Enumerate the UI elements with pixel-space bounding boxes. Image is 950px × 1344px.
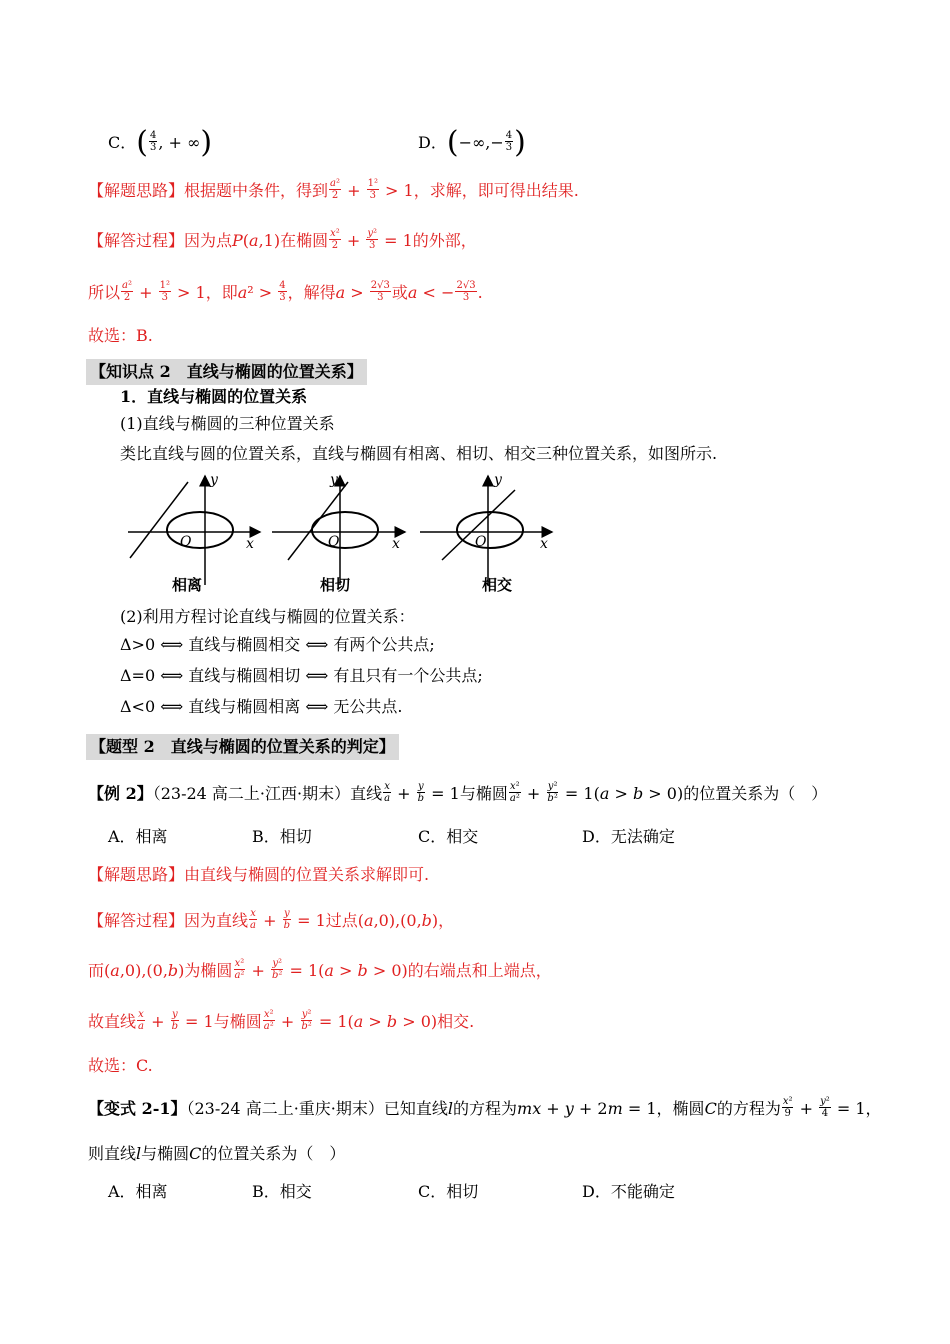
rule-cond: Δ<0	[120, 697, 156, 716]
example2-tag: 【例 2】	[88, 784, 153, 803]
variant-option-c: C．相切	[418, 1182, 479, 1201]
option-d: D．(−∞,− $\frac{4}{3}$ )	[418, 125, 526, 160]
example2-line3: 故直线 $\frac{x}{a}$ + $\frac{y}{b}$ = 1与椭圆 $\frac{\text{x²}}{\text{a²}}$ + $\frac{\text{y²}}{\text{b²}}$ = 1(a > b > 0)相交.	[88, 1009, 475, 1032]
variant-t1: 的方程为	[453, 1099, 518, 1118]
knowledge-sub1-2: (2)利用方程讨论直线与椭圆的位置关系：	[120, 607, 415, 626]
line2-mid: ，即	[205, 283, 238, 302]
figure-separate	[128, 472, 260, 585]
q1-line2: 所以 $\frac{\text{a²}}{2}$ + $\frac{\text{1²}}{3}$ > 1，即a² > $\frac{4}{3}$ ，解得a > $\frac{2√3}{3}$ 或a < − $\frac{2√3}{3}$ .	[88, 280, 483, 303]
variant-tag: 【变式 2-1】	[88, 1099, 187, 1118]
variant-t2: ，椭圆	[656, 1099, 705, 1118]
q1-process: 【解答过程】因为点P(a,1)在椭圆 $\frac{\text{x²}}{2}$ + $\frac{\text{y²}}{3}$ = 1的外部，	[88, 228, 477, 251]
ellipse-line-figure	[120, 470, 560, 600]
variant-source: （23-24 高二上·重庆·期末）已知直线	[186, 1099, 448, 1118]
variant-line2c: 的位置关系为（ ）	[201, 1144, 346, 1163]
svg-text:x: x	[246, 536, 254, 552]
example2-answer: 故选：C.	[88, 1056, 153, 1075]
svg-text:O: O	[328, 534, 340, 550]
idea-text: 由直线与椭圆的位置关系求解即可.	[184, 865, 430, 884]
option-c: C．( $\frac{4}{3}$ , + ∞)	[108, 125, 213, 160]
example2-process: 【解答过程】因为直线 $\frac{x}{a}$ + $\frac{y}{b}$ = 1过点(a,0),(0,b)，	[88, 908, 455, 931]
knowledge-sub1: 1．直线与椭圆的位置关系	[120, 387, 308, 406]
example2-question: 【例 2】（23-24 高二上·江西·期末）直线 $\frac{x}{a}$ + $\frac{y}{b}$ = 1与椭圆 $\frac{\text{x²}}{\text{a²}}$ + $\frac{\text{y²}}{\text{b²}}$ = 1(a > b > 0)的位置关系为（ ）	[88, 781, 828, 804]
knowledge-sub1-1: (1)直线与椭圆的三种位置关系	[120, 414, 335, 433]
figure-label-separate: 相离	[172, 576, 203, 594]
svg-text:O: O	[180, 534, 192, 550]
svg-text:y: y	[210, 472, 218, 488]
process-text1: 因为点	[184, 231, 233, 250]
example2-line2: 而(a,0),(0,b)为椭圆 $\frac{\text{x²}}{\text{a²}}$ + $\frac{\text{y²}}{\text{b²}}$ = 1(a > b > 0)的右端点和上端点，	[88, 958, 552, 981]
example2-option-a: A．相离	[108, 827, 168, 846]
process-text2: 在椭圆	[280, 231, 329, 250]
rule-res: 有且只有一个公共点;	[333, 666, 483, 685]
line2-mid2: ，解得	[287, 283, 336, 302]
process-text2: 过点	[325, 911, 358, 930]
rule-rel: 直线与椭圆相交	[188, 635, 301, 654]
rule-row: Δ=0 ⟺ 直线与椭圆相切 ⟺ 有且只有一个公共点;	[120, 666, 483, 685]
variant-line2: 则直线	[88, 1144, 137, 1163]
line3-mid: 与椭圆	[213, 1012, 262, 1031]
rule-row: Δ>0 ⟺ 直线与椭圆相交 ⟺ 有两个公共点;	[120, 635, 435, 654]
line2-end: 的右端点和上端点，	[407, 961, 552, 980]
rule-rel: 直线与椭圆相切	[188, 666, 301, 685]
example2-source: （23-24 高二上·江西·期末）直线	[152, 784, 383, 803]
rule-row: Δ<0 ⟺ 直线与椭圆相离 ⟺ 无公共点.	[120, 697, 403, 716]
rule-cond: Δ>0	[120, 635, 156, 654]
variant-option-d: D．不能确定	[582, 1182, 675, 1201]
svg-text:x: x	[540, 536, 548, 552]
variant-line2b: 与椭圆	[141, 1144, 190, 1163]
variant2-1-question: 【变式 2-1】（23-24 高二上·重庆·期末）已知直线l的方程为mx + y + 2m = 1，椭圆C的方程为 $\frac{\text{x²}}{9}$ + $\frac{\text{y²}}{4}$ = 1，	[88, 1096, 882, 1119]
line2-or: 或	[391, 283, 408, 302]
example2-option-c: C．相交	[418, 827, 479, 846]
type2-header: 【题型 2 直线与椭圆的位置关系的判定】	[86, 734, 399, 760]
idea-tag: 【解题思路】	[88, 181, 185, 200]
svg-text:O: O	[475, 534, 487, 550]
rule-res: 无公共点.	[333, 697, 403, 716]
q1-answer: 故选：B.	[88, 326, 153, 345]
option-c-label: C．	[108, 133, 137, 152]
variant-option-a: A．相离	[108, 1182, 168, 1201]
knowledge-header: 【知识点 2 直线与椭圆的位置关系】	[86, 359, 367, 385]
process-text3: 的外部，	[412, 231, 477, 250]
process-text1: 因为直线	[184, 911, 249, 930]
process-tag: 【解答过程】	[88, 911, 185, 930]
idea-text: 根据题中条件，得到	[184, 181, 329, 200]
figure-tangent	[272, 472, 405, 585]
figure-label-tangent: 相切	[320, 576, 351, 594]
svg-text:y: y	[494, 472, 502, 488]
example2-idea	[88, 864, 429, 886]
process-tag: 【解答过程】	[88, 231, 185, 250]
rule-rel: 直线与椭圆相离	[188, 697, 301, 716]
variant2-1-line2: 则直线l与椭圆C的位置关系为（ ）	[88, 1144, 346, 1163]
idea-tag: 【解题思路】	[88, 865, 185, 884]
figure-intersect	[420, 472, 552, 585]
rule-cond: Δ=0	[120, 666, 156, 685]
example2-end: 的位置关系为（ ）	[683, 784, 828, 803]
line2-prefix: 而	[88, 961, 105, 980]
q1-idea: 【解题思路】根据题中条件，得到 $\frac{\text{a²}}{2}$ + $\frac{\text{1²}}{3}$ > 1，求解，即可得出结果.	[88, 178, 579, 201]
knowledge-desc: 类比直线与圆的位置关系，直线与椭圆有相离、相切、相交三种位置关系，如图所示.	[120, 444, 718, 463]
variant-option-b: B．相交	[252, 1182, 312, 1201]
idea-text2: ，求解，即可得出结果.	[413, 181, 579, 200]
line2-mid: 为椭圆	[184, 961, 233, 980]
rule-res: 有两个公共点;	[333, 635, 435, 654]
example2-option-b: B．相切	[252, 827, 312, 846]
svg-text:x: x	[392, 536, 400, 552]
line3-end: 相交.	[437, 1012, 475, 1031]
line3-prefix: 故直线	[88, 1012, 137, 1031]
svg-text:y: y	[330, 472, 338, 488]
example2-mid: 与椭圆	[459, 784, 508, 803]
line2-prefix: 所以	[88, 283, 121, 302]
example2-option-d: D．无法确定	[582, 827, 675, 846]
option-d-label: D．	[418, 133, 447, 152]
variant-t3: 的方程为	[716, 1099, 781, 1118]
figure-label-intersect: 相交	[482, 576, 513, 594]
